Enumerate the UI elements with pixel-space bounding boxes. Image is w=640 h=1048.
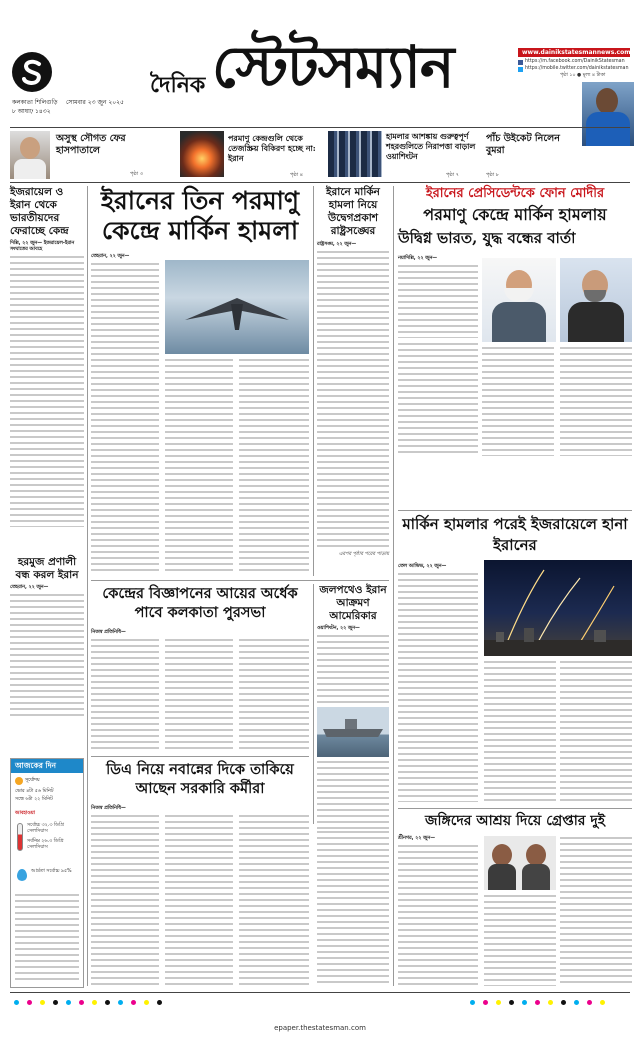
teaser-top-rule <box>10 127 630 128</box>
story-left-top-headline: ইজরায়েল ও ইরান থেকে ভারতীয়দের ফেরাচ্ছে কেন্দ্র <box>10 186 69 237</box>
col-rule-1 <box>87 186 88 986</box>
teaser-4[interactable] <box>480 129 580 179</box>
story-left-top-dateline: দিল্লি, ২২ জুন— ইজরায়েল-ইরান সংঘাতের আবহে <box>10 241 75 252</box>
statesman-logo <box>12 52 52 92</box>
story-ads-body-col2 <box>165 638 233 752</box>
story-ads[interactable] <box>91 584 309 754</box>
sun-icon <box>15 777 23 785</box>
humidity-icon <box>17 869 27 881</box>
title-prefix: দৈনিক <box>150 72 206 98</box>
bomber-photo <box>165 260 309 354</box>
today-notes <box>15 893 79 981</box>
story-israel-body-col1 <box>398 572 478 802</box>
israel-top-rule <box>398 510 632 511</box>
story-modi-dateline: নয়াদিল্লি, ২২ জুন— <box>398 256 438 261</box>
story-militants-body-col2 <box>484 894 556 986</box>
story-main-body-col3 <box>239 358 309 574</box>
story-militants[interactable] <box>398 812 632 988</box>
price-line: পৃষ্ঠা ১০ ● মূল্য ৪ টাকা <box>560 73 606 78</box>
twitter-url: https://mobile.twitter.com/dainikstatesman <box>525 66 629 71</box>
sunset-time: সন্ধে ৬টা ২২ মিনিট <box>15 797 53 802</box>
story-modi-body-col1b <box>398 342 478 456</box>
missile-trails-icon <box>484 560 632 656</box>
story-modi-body-col2 <box>482 346 554 456</box>
story-militants-headline: জঙ্গিদের আশ্রয় দিয়ে গ্রেপ্তার দুই <box>424 813 606 829</box>
teaser-4-text: পাঁচ উইকেট নিলেন বুমরা <box>486 133 560 156</box>
story-da-body-col3 <box>239 814 309 986</box>
story-main-headline: ইরানের তিন পরমাণু কেন্দ্রে মার্কিন হামলা <box>101 186 299 245</box>
facebook-url: https://m.facebook.com/DainikStatesman <box>525 59 625 64</box>
teaser-3[interactable] <box>328 129 478 179</box>
story-militants-body-col3 <box>560 836 632 986</box>
col-rule-2 <box>313 186 314 576</box>
s-logo-icon <box>12 52 52 92</box>
story-left-top-body <box>10 255 84 527</box>
story-main-dateline: তেহরান, ২২ জুন— <box>91 254 130 259</box>
story-modi-subhead: উদ্বিগ্ন ভারত, যুদ্ধ বন্ধের বার্তা <box>398 229 576 247</box>
registration-dots-right <box>470 1000 605 1005</box>
max-temp: সর্বোচ্চ ৩২.৩ ডিগ্রি সেলসিয়াস <box>27 823 64 834</box>
story-hormuz-headline: হরমুজ প্রণালী বন্ধ করল ইরান <box>15 556 79 581</box>
story-ads-body-col3 <box>239 638 309 752</box>
masthead <box>0 0 640 120</box>
teaser-1[interactable] <box>10 129 178 179</box>
story-da-body-col4 <box>317 830 389 986</box>
story-left-top[interactable] <box>10 186 84 556</box>
story-main-body-col2 <box>165 358 233 574</box>
story-un-body <box>317 250 389 550</box>
today-box <box>10 758 84 988</box>
story-da[interactable] <box>91 760 389 988</box>
modi-photo <box>482 258 556 342</box>
pezeshkian-photo <box>560 258 632 342</box>
teaser-4-page: পৃষ্ঠা ৮ <box>486 172 499 178</box>
story-main-body-col1 <box>91 262 159 574</box>
date-gregorian: সোমবার ২৩ জুন ২০২৫ <box>66 99 124 106</box>
story-un-dateline: রাষ্ট্রসঙ্ঘ, ২২ জুন— <box>317 242 357 247</box>
story-un[interactable] <box>317 186 389 576</box>
cricketer-photo <box>582 82 634 146</box>
story-base-dateline: ওয়াশিংটন, ২২ জুন— <box>317 626 360 631</box>
story-hormuz-body <box>10 593 84 719</box>
story-ads-dateline: নিজস্ব প্রতিনিধি— <box>91 630 126 635</box>
story-militants-body-col1 <box>398 844 478 986</box>
da-top-rule <box>91 756 309 757</box>
aircraft-icon <box>165 260 309 354</box>
story-israel-dateline: তেল আভিভ, ২২ জুন— <box>398 564 447 569</box>
story-da-body-col1 <box>91 814 159 986</box>
facebook-icon <box>518 60 523 65</box>
min-temp: সর্বনিম্ন ২৬.৩ ডিগ্রি সেলসিয়াস <box>27 839 64 850</box>
story-israel[interactable] <box>398 514 632 804</box>
twitter-link[interactable] <box>518 66 629 72</box>
story-un-continued: এরপর পৃষ্ঠার পরের পাতায় <box>338 552 389 557</box>
teaser-3-text: হামলার আশঙ্কায় গুরুত্বপূর্ণ শহরগুলিতে নিরাপত্তা বাড়াল ওয়াশিংটন <box>386 132 476 161</box>
story-base-body <box>317 634 389 704</box>
teaser-2-text: পরমাণু কেন্দ্রগুলি থেকে তেজস্ক্রিয় বিকিরণ হচ্ছে না: ইরান <box>228 133 316 163</box>
date-bengali: ৮ আষাঢ় ১৪৩২ <box>12 108 51 115</box>
facebook-link[interactable] <box>518 59 625 65</box>
col-rule-3 <box>393 186 394 986</box>
story-modi-kicker: ইরানের প্রেসিডেন্টকে ফোন মোদীর <box>425 186 605 201</box>
story-israel-body-col3 <box>560 660 632 802</box>
story-militants-dateline: শ্রীনগর, ২২ জুন— <box>398 836 435 841</box>
story-israel-headline: মার্কিন হামলার পরেই ইজরায়েলে হানা ইরানের <box>402 515 628 554</box>
story-modi-headline: পরমাণু কেন্দ্রে মার্কিন হামলায় <box>423 205 607 224</box>
weather-label: আবহাওয়া <box>15 811 35 816</box>
warship-photo <box>317 707 389 757</box>
twitter-icon <box>518 67 523 72</box>
ads-top-rule <box>91 580 389 581</box>
security-photo <box>328 131 382 177</box>
teaser-2[interactable] <box>178 129 326 179</box>
teaser-2-page: পৃষ্ঠা ৪ <box>290 172 303 178</box>
story-base-headline: জলপথেও ইরান আক্রমণ আমেরিকার <box>319 584 387 622</box>
humidity: আর্দ্রতা সর্বোচ্চ ৯৫% <box>31 869 72 874</box>
teaser-bottom-rule <box>10 182 630 183</box>
saugata-photo <box>10 131 50 179</box>
story-hormuz-dateline: তেহরান, ২২ জুন— <box>10 585 49 590</box>
arrested-men-photo <box>484 836 556 890</box>
footer-url[interactable]: epaper.thestatesman.com <box>274 1024 366 1032</box>
story-un-headline: ইরানে মার্কিন হামলা নিয়ে উদ্বেগপ্রকাশ রাষ্ট্রসঙ্ঘের <box>326 186 380 237</box>
militants-top-rule <box>398 808 632 809</box>
thermometer-icon <box>17 823 23 851</box>
footer-rule <box>10 992 630 993</box>
missile-photo <box>484 560 632 656</box>
explosion-photo <box>180 131 224 177</box>
story-hormuz[interactable] <box>10 556 84 756</box>
teaser-1-text: অসুস্থ সৌগত ফের হাসপাতালে <box>56 133 126 156</box>
story-ads-body-col1 <box>91 638 159 752</box>
story-main[interactable] <box>91 186 309 576</box>
story-da-headline: ডিএ নিয়ে নবান্নের দিকে তাকিয়ে আছেন সরকারি কর্মীরা <box>106 761 294 797</box>
sunrise-time: ভোর ৪টা ৫৬ মিনিট <box>15 789 54 794</box>
story-modi-body-col3 <box>560 346 632 456</box>
teaser-1-page: পৃষ্ঠা ৩ <box>130 171 143 177</box>
story-modi[interactable] <box>398 186 632 496</box>
story-israel-body-col2 <box>484 660 556 802</box>
today-title: আজকের দিন <box>11 759 83 773</box>
sunrise-label <box>15 777 40 785</box>
registration-dots-left <box>14 1000 162 1005</box>
sunrise-label-text: সূর্যোদয় <box>25 778 40 783</box>
website-url[interactable]: www.dainikstatesmannews.com <box>522 49 631 56</box>
story-ads-headline: কেন্দ্রের বিজ্ঞাপনের আয়ের অর্ধেক পাবে কলকাতা পুরসভা <box>102 585 298 621</box>
edition-city: কলকাতা শিলিগুড়ি <box>12 99 58 106</box>
teaser-3-page: পৃষ্ঠা ৭ <box>446 172 459 178</box>
story-da-body-col2 <box>165 814 233 986</box>
story-da-dateline: নিজস্ব প্রতিনিধি— <box>91 806 126 811</box>
story-modi-body-col1 <box>398 264 478 338</box>
newspaper-title: স্টেটসম্যান <box>212 33 454 101</box>
